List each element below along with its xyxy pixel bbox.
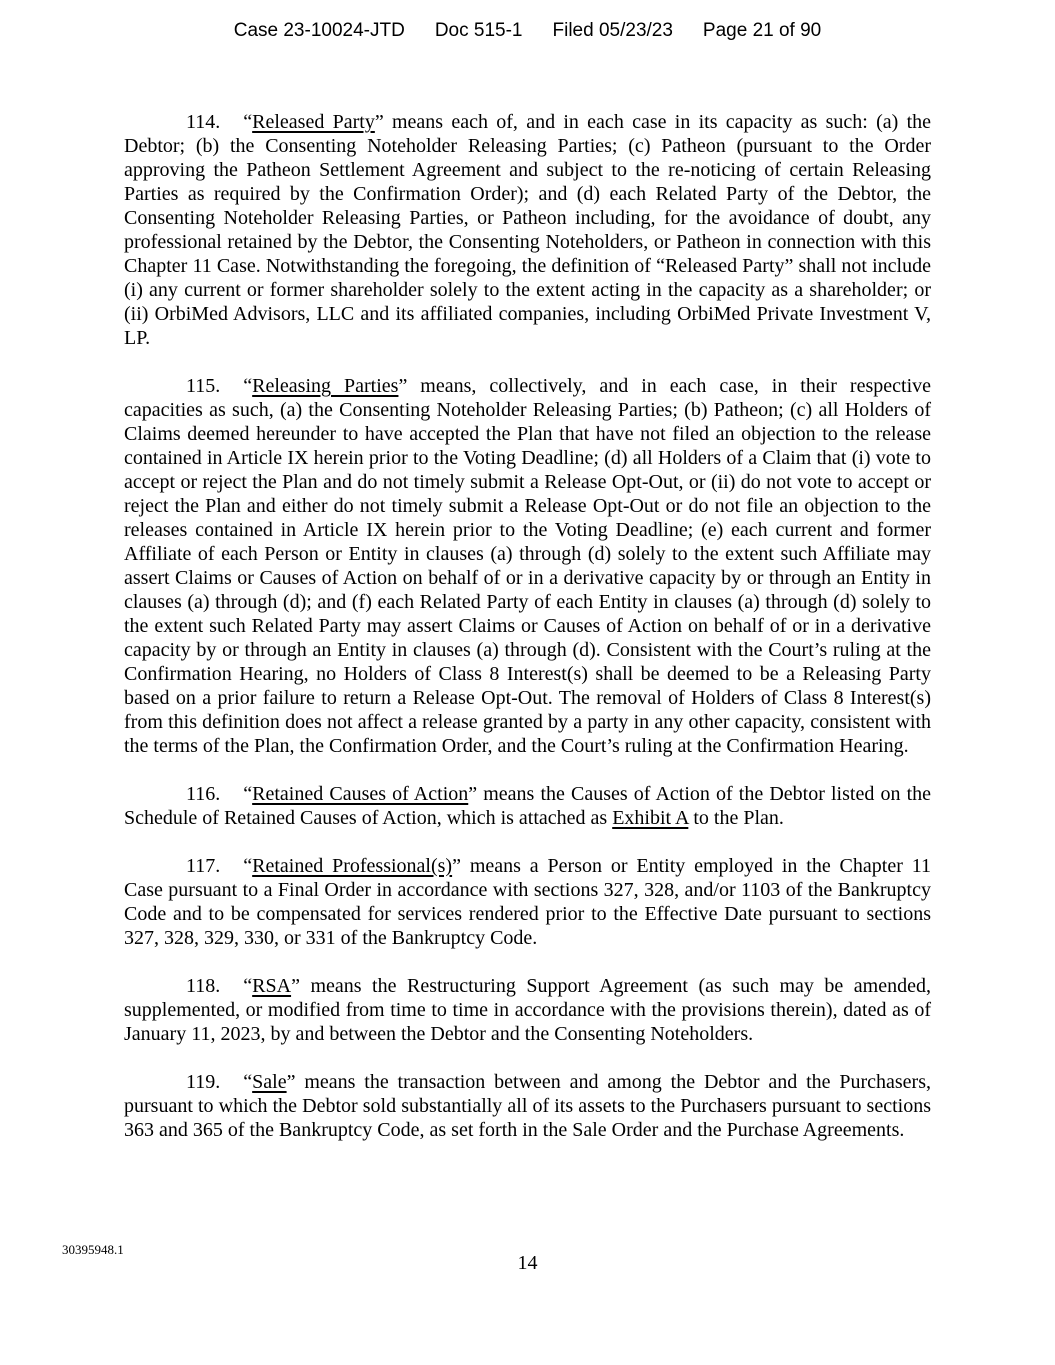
definition-paragraph (124, 782, 931, 830)
page-of-total: Page 21 of 90 (702, 20, 822, 41)
paragraph-text: ” means each of, and in each case in its capacity as such: (a) the Debtor; (b) the Consenting Noteholder Releasing Parties; (c) Patheon (pursuant to the Order approving the Patheon Settlement Agreement and subject to the re-noticing of certain Releasing Parties as required by the Confirmation Order); and (d) each Related Party of the Debtor, the Consenting Noteholder Releasing Parties, or Patheon including, for the avoidance of doubt, any professional retained by the Debtor, the Consenting Noteholders, or Patheon in connection with this Chapter 11 Case. Notwithstanding the foregoing, the definition of “Released Party” shall not include (i) any current or former shareholder solely to the extent acting in the capacity as a shareholder; or (ii) OrbiMed Advisors, LLC and its affiliated companies, including OrbiMed Private Investment V, LP. (124, 111, 932, 349)
paragraph-number: 116. (186, 783, 221, 805)
paragraph-text: “ (243, 1071, 253, 1093)
paragraph-number: 117. (186, 855, 221, 877)
paragraph-text: ” means the transaction between and among the Debtor and the Purchasers, pursuant to which the Debtor sold substantially all of its assets to the Purchasers pursuant to sections 363 and 365 of the Bankruptcy Code, as set forth in the Sale Order and the Purchase Agreements. (124, 1071, 931, 1141)
footer-doc-reference: 30395948.1 (62, 1242, 124, 1257)
paragraph-text: ” means the Causes of Action of the Debtor listed on the Schedule of Retained Causes of Action, which is attached as (124, 783, 932, 829)
definition-paragraph (124, 1070, 931, 1142)
paragraph-text: “ (243, 375, 253, 397)
underlined-term: Retained Causes of Action (252, 783, 469, 805)
paragraph-number: 115. (186, 375, 221, 397)
paragraph-number: 119. (186, 1071, 221, 1093)
paragraph-text: “ (243, 975, 253, 997)
court-filing-header (0, 20, 1055, 42)
paragraph-text: ” means a Person or Entity employed in the Chapter 11 Case pursuant to a Final Order in accordance with sections 327, 328, and/or 1103 of the Bankruptcy Code and to be compensated for services rendered prior to the Effective Date pursuant to sections 327, 328, 329, 330, or 331 of the Bankruptcy Code. (124, 855, 931, 949)
document-body (124, 110, 931, 1142)
definition-paragraph (124, 974, 931, 1046)
underlined-term: Retained Professional(s) (252, 855, 453, 877)
paragraph-number: 114. (186, 111, 221, 133)
paragraph-text: “ (243, 855, 253, 877)
case-number: Case 23-10024-JTD (233, 20, 405, 41)
paragraph-text: ” means, collectively, and in each case, in their respective capacities as such, (a) the Consenting Noteholder Releasing Parties; (b) Patheon; (c) all Holders of Claims deemed hereunder to have accepted the Plan that have not filed an objection to the release contained in Article IX herein prior to the Voting Deadline; (d) all Holders of a Claim that (i) vote to accept or reject the Plan and do not timely submit a Release Opt-Out, or (ii) do not vote to accept or reject the Plan and either do not timely submit a Release Opt-Out or do not file an objection to the releases contained in Article IX herein prior to the Voting Deadline; (e) each current and former Affiliate of each Person or Entity in clauses (a) through (d) solely to the extent such Affiliate may assert Claims or Causes of Action on behalf of or in a derivative capacity by or through an Entity in clauses (a) through (d); and (f) each Related Party of each Entity in clauses (a) through (d) solely to the extent such Related Party may assert Claims or Causes of Action on behalf of or in a derivative capacity by or through an Entity in clauses (a) through (d). Consistent with the Court’s ruling at the Confirmation Hearing, no Holders of Class 8 Interest(s) shall be deemed to be a Releasing Party based on a prior failure to return a Release Opt-Out. The removal of Holders of Class 8 Interest(s) from this definition does not affect a release granted by a party in any other capacity, consistent with the terms of the Plan, the Confirmation Order, and the Court’s ruling at the Confirmation Hearing. (124, 375, 931, 757)
paragraph-text: to the Plan. (688, 807, 784, 829)
footer-page-number: 14 (517, 1252, 538, 1274)
doc-number: Doc 515-1 (434, 20, 523, 41)
underlined-term: RSA (252, 975, 292, 997)
paragraph-number: 118. (186, 975, 221, 997)
definition-paragraph (124, 374, 931, 758)
underlined-term: Sale (252, 1071, 287, 1093)
definition-paragraph (124, 110, 931, 350)
paragraph-text: “ (243, 111, 253, 133)
underlined-term: Released Party (252, 111, 375, 133)
underlined-term: Releasing Parties (252, 375, 399, 397)
underlined-term: Exhibit A (612, 807, 689, 829)
definition-paragraph (124, 854, 931, 950)
paragraph-text: ” means the Restructuring Support Agreement (as such may be amended, supplemented, or modified from time to time in accordance with the provisions therein), dated as of January 11, 2023, by and between the Debtor and the Consenting Noteholders. (124, 975, 931, 1045)
filed-date: Filed 05/23/23 (552, 20, 673, 41)
paragraph-text: “ (243, 783, 253, 805)
